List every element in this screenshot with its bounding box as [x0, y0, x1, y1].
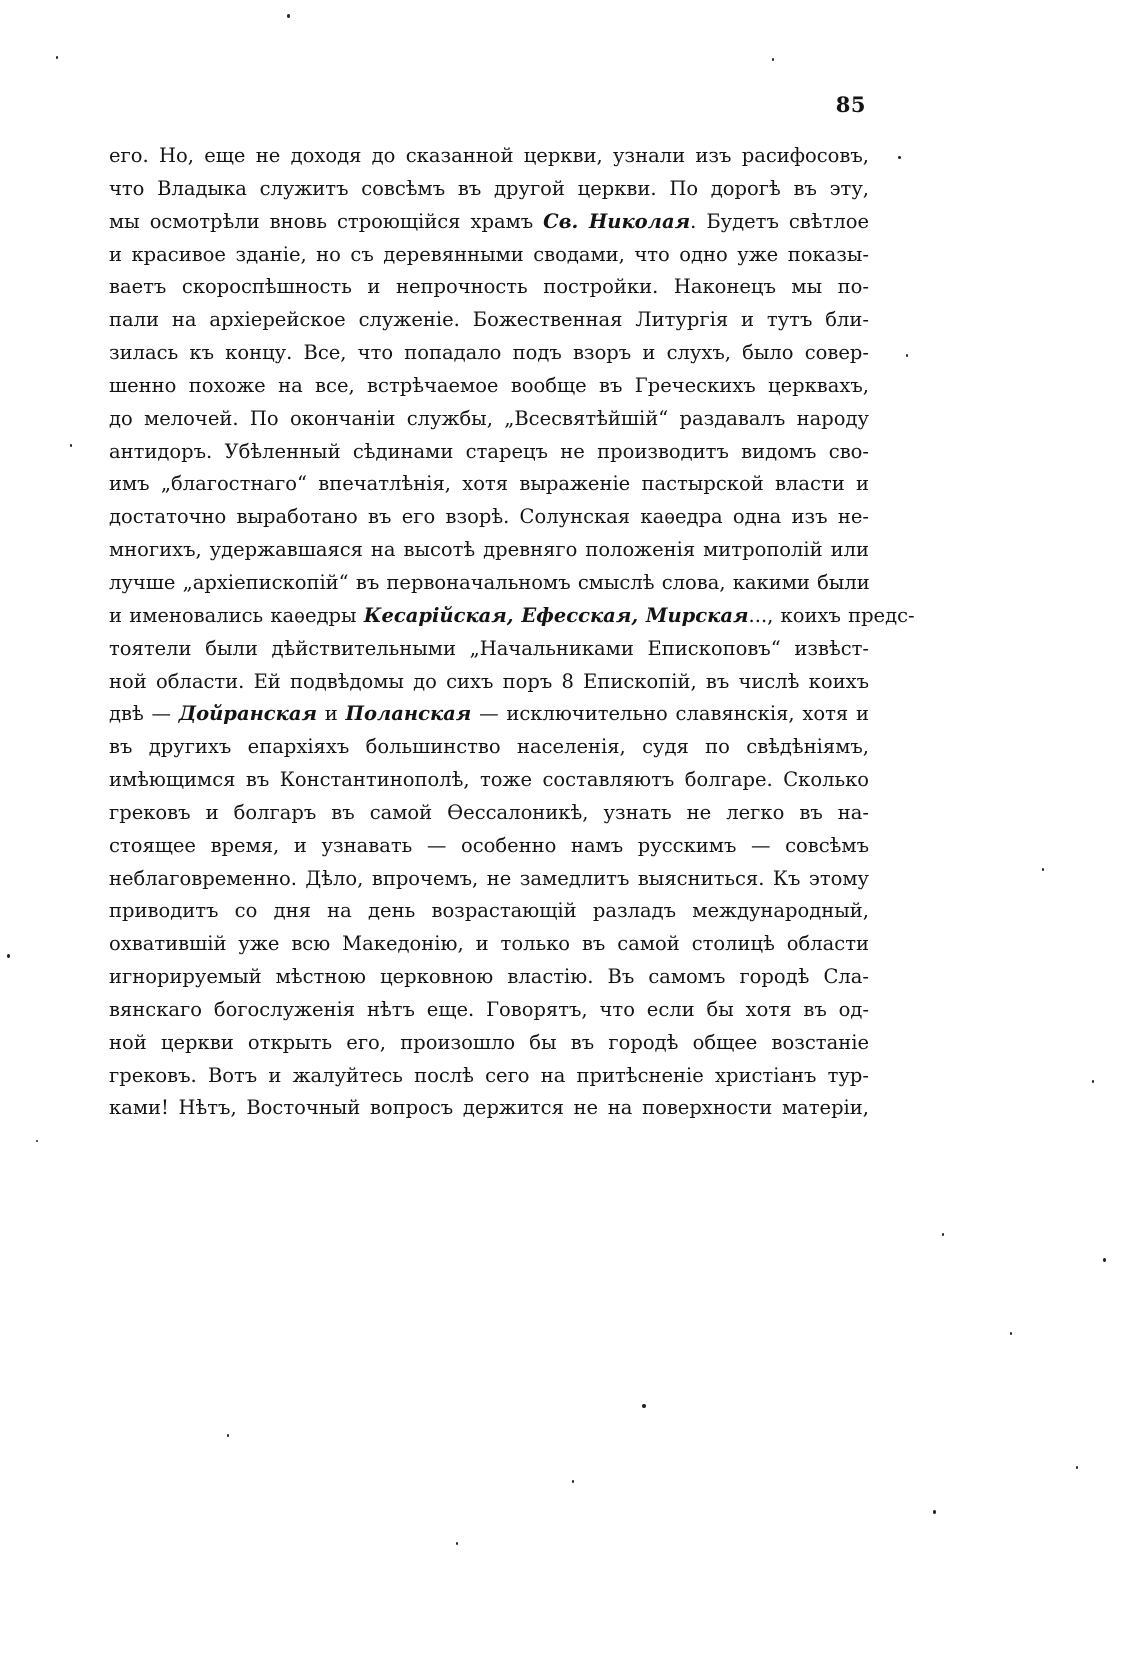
italic-name: Кесарійская, Ефесская, Мирская	[363, 603, 749, 627]
text-run: до мелочей. По окончаніи службы, „Всесвятѣйшій“ раздавалъ народу	[109, 406, 869, 430]
text-line	[109, 633, 869, 666]
text-run: неблаговременно. Дѣло, впрочемъ, не замедлитъ выясниться. Къ этому	[109, 866, 869, 890]
text-line	[109, 239, 869, 272]
text-line	[109, 731, 869, 764]
text-line	[109, 501, 869, 534]
scan-speck	[1092, 1080, 1094, 1083]
text-line	[109, 666, 869, 699]
text-line	[109, 534, 869, 567]
text-run: его. Но, еще не доходя до сказанной церкви, узнали изъ расифосовъ,	[109, 144, 869, 167]
scan-speck	[942, 1233, 944, 1236]
text-run: . Будетъ свѣтлое	[690, 209, 869, 233]
text-line	[109, 173, 869, 206]
text-line	[109, 863, 869, 896]
scan-speck	[227, 1434, 229, 1437]
text-run: и красивое зданіе, но съ деревянными сводами, что одно уже показы-	[109, 242, 869, 266]
text-run: достаточно выработано въ его взорѣ. Солунская каѳедра одна изъ не-	[109, 505, 869, 529]
text-run: тоятели были дѣйствительными „Начальниками Епископовъ“ извѣст-	[109, 636, 869, 660]
scan-speck	[906, 354, 908, 357]
text-line	[109, 436, 869, 469]
text-run: охватившій уже всю Македонію, и только въ самой столицѣ области	[109, 932, 869, 956]
text-line	[109, 304, 869, 337]
text-line	[109, 337, 869, 370]
text-run: ной области. Ей подвѣдомы до сихъ поръ 8 Епископій, въ числѣ коихъ	[109, 669, 869, 693]
text-run: стоящее время, и узнавать — особенно намъ русскимъ — совсѣмъ	[109, 833, 869, 857]
text-line	[109, 1027, 869, 1060]
scan-speck	[572, 1480, 574, 1483]
italic-name: Св. Николая	[543, 209, 691, 233]
scan-speck	[287, 14, 290, 18]
text-line	[109, 271, 869, 304]
scan-speck	[642, 1404, 646, 1408]
text-run: мы осмотрѣли вновь строющійся храмъ	[109, 209, 544, 233]
text-line	[109, 764, 869, 797]
text-run: лучше „архіепископій“ въ первоначальномъ смыслѣ слова, какими были	[109, 570, 870, 594]
text-line	[109, 895, 869, 928]
text-run: ками! Нѣтъ, Восточный вопросъ держится не на поверхности матеріи,	[109, 1096, 869, 1120]
body-text	[109, 140, 915, 1125]
text-run: ваетъ скороспѣшность и непрочность постройки. Наконецъ мы по-	[109, 275, 869, 299]
scan-speck	[7, 954, 10, 958]
text-run: и именовались каѳедры	[109, 603, 364, 627]
text-run: и	[317, 702, 346, 726]
text-run: многихъ, удержавшаяся на высотѣ древняго положенія митрополій или	[109, 538, 869, 562]
scan-speck	[898, 156, 901, 159]
italic-name: Дойранская	[178, 702, 318, 726]
scan-speck	[933, 1510, 936, 1514]
text-line	[109, 206, 869, 239]
text-line	[109, 830, 869, 863]
text-run: ..., коихъ предс-	[748, 603, 915, 627]
text-line	[109, 1092, 869, 1125]
text-line	[109, 961, 869, 994]
text-run: зилась къ концу. Все, что попадало подъ взоръ и слухъ, было совер-	[109, 341, 869, 365]
text-run: грековъ и болгаръ въ самой Ѳессалоникѣ, узнать не легко въ на-	[109, 800, 869, 824]
scan-speck	[456, 1542, 458, 1545]
page-number: 85	[835, 92, 866, 117]
text-line	[109, 567, 869, 600]
text-run: грековъ. Вотъ и жалуйтесь послѣ сего на притѣсненіе христіанъ тур-	[109, 1063, 869, 1087]
text-line	[109, 403, 869, 436]
text-run: что Владыка служитъ совсѣмъ въ другой церкви. По дорогѣ въ эту,	[109, 176, 869, 200]
text-run: ной церкви открыть его, произошло бы въ городѣ общее возстаніе	[109, 1030, 869, 1054]
text-line	[109, 140, 869, 173]
scan-speck	[1076, 1466, 1078, 1469]
text-line	[109, 797, 869, 830]
text-run: шенно похоже на все, встрѣчаемое вообще въ Греческихъ церквахъ,	[109, 373, 869, 397]
text-run: пали на архіерейское служеніе. Божественная Литургія и тутъ бли-	[109, 308, 869, 332]
text-run: двѣ —	[109, 702, 179, 726]
text-line	[109, 600, 915, 633]
text-run: вянскаго богослуженія нѣтъ еще. Говорятъ, что если бы хотя въ од-	[109, 997, 869, 1021]
scan-speck	[772, 58, 774, 61]
scan-speck	[1042, 868, 1044, 871]
text-line	[109, 994, 869, 1027]
text-line	[109, 928, 869, 961]
scan-speck	[56, 56, 58, 59]
text-line	[109, 698, 869, 731]
text-run: приводитъ со дня на день возрастающій разладъ международный,	[109, 899, 869, 923]
text-run: въ другихъ епархіяхъ большинство населенія, судя по свѣдѣніямъ,	[109, 735, 869, 759]
text-run: игнорируемый мѣстною церковною властію. Въ самомъ городѣ Сла-	[109, 965, 869, 989]
scan-speck	[36, 1140, 38, 1142]
italic-name: Поланская	[345, 702, 472, 726]
text-run: — исключительно славянскія, хотя и	[471, 702, 869, 726]
scan-speck	[1010, 1332, 1012, 1335]
text-run: антидоръ. Убѣленный сѣдинами старецъ не производитъ видомъ сво-	[109, 439, 869, 463]
scan-speck	[1103, 1258, 1106, 1262]
text-run: имъ „благостнаго“ впечатлѣнія, хотя выраженіе пастырской власти и	[109, 472, 869, 496]
text-line	[109, 468, 869, 501]
text-line	[109, 1060, 869, 1093]
text-line	[109, 370, 869, 403]
scan-speck	[70, 444, 72, 447]
text-run: имѣющимся въ Константинополѣ, тоже составляютъ болгаре. Сколько	[109, 768, 869, 792]
